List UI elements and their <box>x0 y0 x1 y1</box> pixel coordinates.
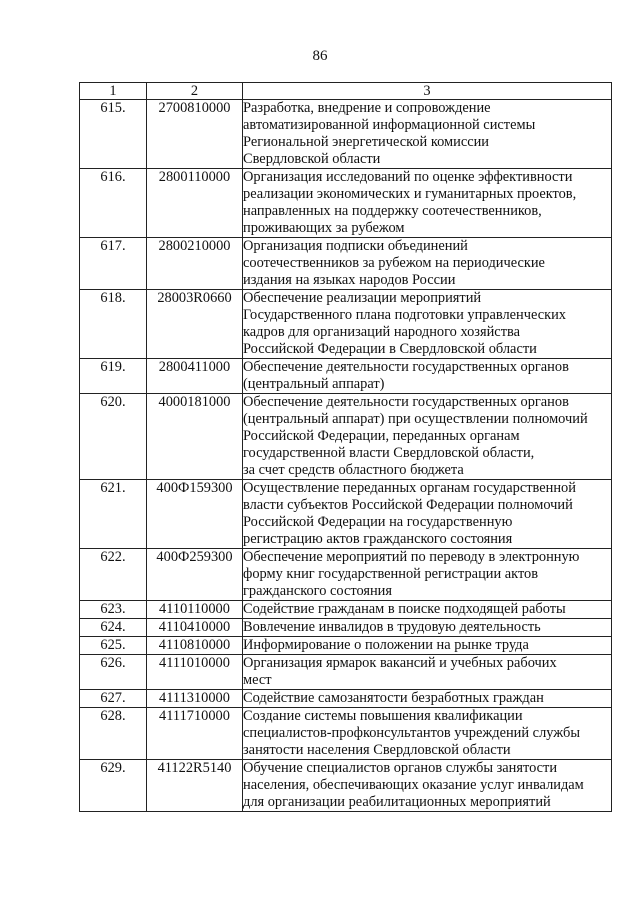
description-line: издания на языках народов России <box>243 272 456 288</box>
row-description <box>243 690 612 708</box>
table-row <box>80 394 612 480</box>
description-line: регистрацию актов гражданского состояния <box>243 531 513 547</box>
row-description <box>243 394 612 480</box>
row-description <box>243 169 612 238</box>
row-number: 624. <box>80 619 147 637</box>
row-description <box>243 480 612 549</box>
row-number: 626. <box>80 655 147 690</box>
description-line: Создание системы повышения квалификации <box>243 708 523 724</box>
row-number: 622. <box>80 549 147 601</box>
row-description <box>243 238 612 290</box>
page-number: 86 <box>312 48 328 64</box>
description-line: государственной власти Свердловской области, <box>243 445 535 461</box>
row-code: 28003R0660 <box>147 290 243 359</box>
description-line: (центральный аппарат) <box>243 376 385 392</box>
description-line: специалистов-профконсультантов учреждений службы <box>243 725 580 741</box>
description-line: форму книг государственной регистрации актов <box>243 566 539 582</box>
table-row <box>80 549 612 601</box>
row-number: 621. <box>80 480 147 549</box>
description-line: за счет средств областного бюджета <box>243 462 464 478</box>
table-row <box>80 708 612 760</box>
description-line: Свердловской области <box>243 151 381 167</box>
description-line: направленных на поддержку соотечественников, <box>243 203 542 219</box>
description-line: Осуществление переданных органам государственной <box>243 480 576 496</box>
description-line: Государственного плана подготовки управленческих <box>243 307 567 323</box>
description-line: кадров для организаций народного хозяйства <box>243 324 520 340</box>
row-code: 4111310000 <box>147 690 243 708</box>
row-code: 4000181000 <box>147 394 243 480</box>
table-row <box>80 100 612 169</box>
row-code: 2800411000 <box>147 359 243 394</box>
description-line: власти субъектов Российской Федерации полномочий <box>243 497 573 513</box>
table-row <box>80 359 612 394</box>
description-line: Организация исследований по оценке эффективности <box>243 169 573 185</box>
row-number: 620. <box>80 394 147 480</box>
description-line: Обеспечение мероприятий по переводу в электронную <box>243 549 580 565</box>
description-line: реализации экономических и гуманитарных проектов, <box>243 186 577 202</box>
row-code: 4110410000 <box>147 619 243 637</box>
row-code: 2700810000 <box>147 100 243 169</box>
table-row <box>80 601 612 619</box>
row-code: 400Ф259300 <box>147 549 243 601</box>
description-line: мест <box>243 672 272 688</box>
description-line: Информирование о положении на рынке труда <box>243 637 529 653</box>
row-number: 627. <box>80 690 147 708</box>
description-line: проживающих за рубежом <box>243 220 405 236</box>
column-header-code: 2 <box>147 83 243 100</box>
row-number: 628. <box>80 708 147 760</box>
row-number: 619. <box>80 359 147 394</box>
row-code: 4111710000 <box>147 708 243 760</box>
budget-code-table <box>79 82 612 812</box>
row-number: 625. <box>80 637 147 655</box>
description-line: Российской Федерации в Свердловской области <box>243 341 537 357</box>
row-description <box>243 549 612 601</box>
description-line: Организация подписки объединений <box>243 238 468 254</box>
row-description <box>243 619 612 637</box>
column-header-description: 3 <box>243 83 612 100</box>
column-header-number: 1 <box>80 83 147 100</box>
description-line: Региональной энергетической комиссии <box>243 134 489 150</box>
row-number: 629. <box>80 760 147 812</box>
description-line: Обеспечение реализации мероприятий <box>243 290 482 306</box>
row-number: 618. <box>80 290 147 359</box>
row-code: 400Ф159300 <box>147 480 243 549</box>
table-row <box>80 238 612 290</box>
description-line: Вовлечение инвалидов в трудовую деятельность <box>243 619 541 635</box>
table-row <box>80 290 612 359</box>
description-line: автоматизированной информационной системы <box>243 117 536 133</box>
table-row <box>80 760 612 812</box>
row-number: 617. <box>80 238 147 290</box>
description-line: населения, обеспечивающих оказание услуг инвалидам <box>243 777 584 793</box>
table-header-row <box>80 83 612 100</box>
row-description <box>243 637 612 655</box>
table-row <box>80 169 612 238</box>
description-line: Российской Федерации, переданных органам <box>243 428 520 444</box>
description-line: Организация ярмарок вакансий и учебных рабочих <box>243 655 557 671</box>
row-number: 616. <box>80 169 147 238</box>
table-row <box>80 690 612 708</box>
description-line: Обеспечение деятельности государственных органов <box>243 394 569 410</box>
row-description <box>243 359 612 394</box>
description-line: Разработка, внедрение и сопровождение <box>243 100 491 116</box>
row-description <box>243 655 612 690</box>
row-code: 2800210000 <box>147 238 243 290</box>
description-line: Содействие гражданам в поиске подходящей работы <box>243 601 566 617</box>
description-line: Обучение специалистов органов службы занятости <box>243 760 558 776</box>
row-description <box>243 708 612 760</box>
row-description <box>243 760 612 812</box>
table-row <box>80 637 612 655</box>
description-line: Обеспечение деятельности государственных органов <box>243 359 569 375</box>
description-line: (центральный аппарат) при осуществлении полномочий <box>243 411 588 427</box>
row-number: 623. <box>80 601 147 619</box>
description-line: гражданского состояния <box>243 583 393 599</box>
description-line: занятости населения Свердловской области <box>243 742 511 758</box>
row-description <box>243 601 612 619</box>
description-line: для организации реабилитационных мероприятий <box>243 794 551 810</box>
row-code: 4110110000 <box>147 601 243 619</box>
row-code: 4111010000 <box>147 655 243 690</box>
row-description <box>243 290 612 359</box>
row-code: 41122R5140 <box>147 760 243 812</box>
row-code: 4110810000 <box>147 637 243 655</box>
table-row <box>80 480 612 549</box>
row-number: 615. <box>80 100 147 169</box>
table-row <box>80 655 612 690</box>
description-line: Российской Федерации на государственную <box>243 514 513 530</box>
description-line: соотечественников за рубежом на периодические <box>243 255 545 271</box>
row-code: 2800110000 <box>147 169 243 238</box>
description-line: Содействие самозанятости безработных граждан <box>243 690 544 706</box>
row-description <box>243 100 612 169</box>
table-row <box>80 619 612 637</box>
